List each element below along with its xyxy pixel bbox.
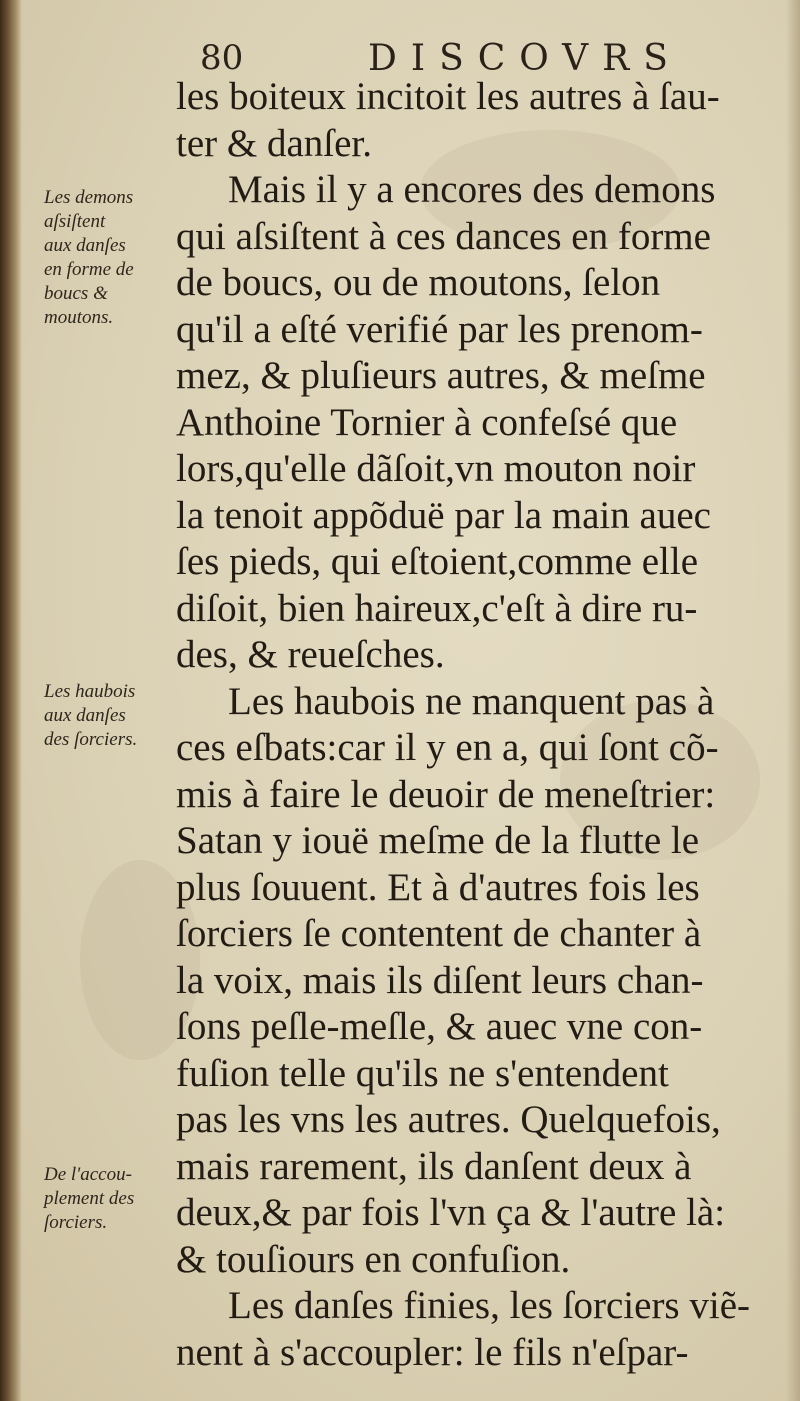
text-line: mais rarement, ils danſent deux à: [176, 1144, 692, 1188]
margin-note-line: des ſorciers.: [44, 729, 138, 750]
text-line: ces eſbats:car il y en a, qui ſont cõ-: [176, 726, 719, 769]
text-line: Anthoine Tornier à confeſsé que: [176, 400, 678, 444]
margin-note-line: aux danſes: [44, 705, 126, 726]
running-head: DISCOVRS: [368, 38, 682, 79]
text-line: qu'il a eſté verifié par les prenom-: [176, 307, 703, 351]
text-line: ſons peſle-meſle, & auec vne con-: [176, 1005, 703, 1048]
text-line: & touſiours en confuſion.: [176, 1237, 571, 1281]
margin-note: [44, 1163, 194, 1235]
text-line: qui aſsiſtent à ces dances en forme: [176, 214, 711, 258]
margin-note-line: Les haubois: [44, 681, 136, 702]
text-line: des, & reueſches.: [176, 633, 445, 676]
text-line: deux,& par fois l'vn ça & l'autre là:: [176, 1191, 726, 1234]
page-number: 80: [200, 38, 244, 78]
margin-note-line: aſsiſtent: [44, 211, 106, 232]
text-line: fuſion telle qu'ils ne s'entendent: [176, 1051, 669, 1095]
margin-note-line: aux danſes: [44, 235, 126, 256]
text-line: Mais il y a encores des demons: [228, 168, 716, 211]
text-line: ter & danſer.: [176, 121, 373, 165]
text-line: Les danſes finies, les ſorciers viẽ-: [228, 1284, 750, 1327]
margin-note-line: De l'accou-: [44, 1164, 132, 1185]
text-line: pas les vns les autres. Quelquefois,: [176, 1098, 721, 1141]
text-line: ſorciers ſe contentent de chanter à: [176, 912, 702, 955]
margin-note-line: boucs &: [44, 283, 108, 304]
margin-note: [44, 186, 194, 330]
text-line: ſes pieds, qui eſtoient,comme elle: [176, 540, 699, 583]
text-line: Les haubois ne manquent pas à: [228, 679, 715, 723]
margin-note: [44, 680, 194, 752]
margin-note-line: en forme de: [44, 259, 134, 280]
body-text: [176, 74, 756, 1376]
text-line: de boucs, ou de moutons, ſelon: [176, 261, 661, 304]
text-line: la tenoit appõduë par la main auec: [176, 493, 711, 537]
margin-note-line: Les demons: [44, 187, 134, 208]
text-line: lors,qu'elle dãſoit,vn mouton noir: [176, 447, 696, 490]
margin-note-line: ſorciers.: [44, 1212, 108, 1233]
text-line: les boiteux incitoit les autres à ſau-: [176, 75, 720, 118]
text-line: diſoit, bien haireux,c'eſt à dire ru-: [176, 586, 698, 630]
text-line: mis à faire le deuoir de meneſtrier:: [176, 772, 716, 816]
text-line: nent à s'accoupler: le fils n'eſpar-: [176, 1330, 689, 1374]
margin-note-line: moutons.: [44, 307, 114, 328]
text-line: Satan y iouë meſme de la flutte le: [176, 819, 700, 862]
text-line: mez, & pluſieurs autres, & meſme: [176, 354, 706, 397]
text-line: plus ſouuent. Et à d'autres fois les: [176, 865, 700, 909]
margin-notes: [0, 0, 190, 1401]
margin-note-line: plement des: [44, 1188, 135, 1209]
text-line: la voix, mais ils diſent leurs chan-: [176, 958, 704, 1002]
page-edge: [786, 0, 800, 1401]
